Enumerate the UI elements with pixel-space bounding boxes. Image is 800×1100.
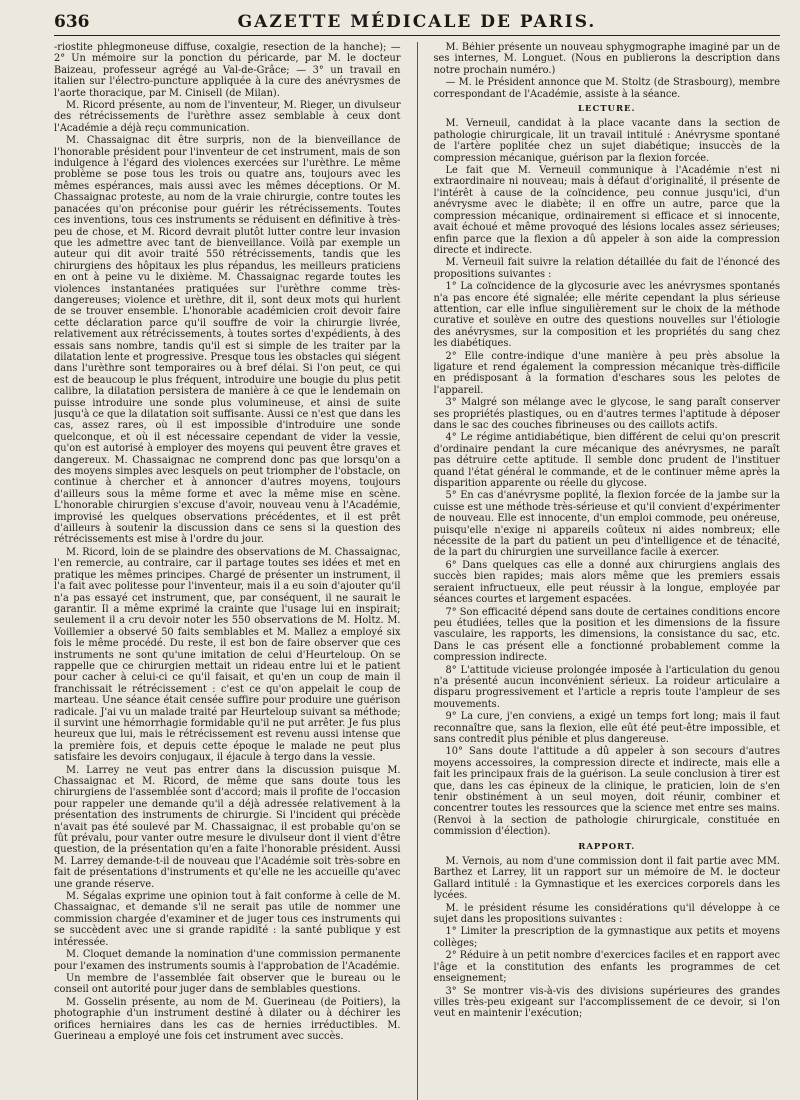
paragraph: 3° Se montrer vis-à-vis des divisions supérieures des grandes villes très-peu exigeant sur l'accomplissement de ce devoir, si l'on veut en maintenir l'exécution; (433, 985, 780, 1020)
paragraph: 5° En cas d'anévrysme poplité, la flexion forcée de la jambe sur la cuisse est une méthode très-sérieuse et qu'il convient d'expérimenter de nouveau. Elle est innocente, d'un emploi commode, peu onéreuse, puisqu'elle n'exige ni appareils coûteux ni aides nombreux; elle nécessite de la part du patient un peu d'intelligence et de ténacité, de la part du chirurgien une surveillance facile à exercer. (433, 490, 780, 559)
rapport-section (434, 856, 781, 1020)
text-columns (54, 42, 780, 1100)
right-column (434, 42, 781, 1100)
column-divider (417, 42, 418, 1100)
paragraph: 4° Le régime antidiabétique, bien différent de celui qu'on prescrit d'ordinaire pendant la cure mécanique des anévrysmes, ne paraît pas détruire cette aptitude. Il semble donc prudent de l'instituer quand l'état général le commande, et de le continuer même après la disparition apparente ou réelle du glycose. (433, 432, 780, 490)
paragraph: M. Chassaignac dit être surpris, non de la bienveillance de l'honorable président pour l'inventeur de cet instrument, mais de son indulgence à l'égard des violences exercées sur l'urèthre. Le même problème se pose tous les trois ou quatre ans, toujours avec les mêmes espérances, mais aussi avec les mêmes déceptions. Or M. Chassaignac proteste, au nom de la vraie chirurgie, contre toutes les panacées qu'on préconise pour guérir les rétrécissements. Toutes ces inventions, tous ces instruments se réduisent en définitive à très-peu de chose, et M. Ricord devrait plutôt lutter contre leur invasion que les admettre avec tant de bienveillance. Voilà par exemple un auteur qui dit avoir traité 550 rétrécissements, tandis que les chirurgiens des hôpitaux les plus répandus, les meilleurs praticiens en ont à peine vu le dixième. M. Chassaignac regarde toutes les violences instantanées pratiquées sur l'urèthre comme très-dangereuses; violence et urèthre, dit il, sont deux mots qui hurlent de se trouver ensemble. L'honorable académicien croit devoir faire cette déclaration parce qu'il souffre de voir la chirurgie livrée, relativement aux rétrécissements, à toutes sortes d'expédients, à des essais sans nombre, tandis qu'il est si simple de les traiter par la dilatation lente et progressive. Presque tous les obstacles qui siégent dans l'urèthre sont temporaires ou à bref délai. Si l'on peut, ce qui est de beaucoup le plus fréquent, introduire une bougie du plus petit calibre, la dilatation persistera de manière à ce que le lendemain on puisse introduire une sonde plus volumineuse, et ainsi de suite jusqu'à ce que la dilatation soit suffisante. Aussi ce n'est que dans les cas, assez rares, où il est impossible d'introduire une sonde quelconque, et où il est nécessaire cependant de vider la vessie, qu'on est autorisé à employer des moyens qui peuvent être graves et dangereux. M. Chassaignac ne comprend donc pas que lorsqu'on a des moyens simples avec lesquels on peut triompher de l'obstacle, on continue à chercher et à annoncer d'autres moyens, toujours d'ailleurs sous la même forme et avec la même mise en scène. L'honorable chirurgien s'excuse d'avoir, nouveau venu à l'Académie, improvisé les quelques observations précédentes, et il est prêt d'ailleurs à soutenir la discussion dans ce sens si la question des rétrécissements est mise à l'ordre du jour. (54, 135, 401, 546)
paragraph: Le fait que M. Verneuil communique à l'Académie n'est ni extraordinaire ni nouveau; mais à défaut d'originalité, il présente de l'intérêt à cause de la coïncidence, peu connue jusqu'ici, d'un anévrysme avec le diabète; il en offre un autre, parce que la compression mécanique, ordinairement si efficace et si innocente, avait échoué et même provoqué des lésions locales assez sérieuses; enfin parce que la flexion a dû appeler à son aide la compression directe et indirecte. (433, 165, 780, 256)
paragraph: M. Gosselin présente, au nom de M. Guerineau (de Poitiers), la photographie d'un instrument destiné à dilater ou à déchirer les orifices herniaires dans les cas de hernies irréductibles. M. Guerineau a employé une fois cet instrument avec succès. (54, 996, 401, 1042)
left-column (54, 42, 401, 1100)
journal-title: GAZETTE MÉDICALE DE PARIS. (237, 12, 597, 32)
paragraph: M. Ségalas exprime une opinion tout à fait conforme à celle de M. Chassaignac, et demande s'il ne serait pas utile de nommer une commission chargée d'examiner et de juger tous ces instruments qui se succèdent avec une si grande rapidité : la santé publique y est intéressée. (54, 891, 401, 948)
paragraph: M. Verneuil fait suivre la relation détaillée du fait de l'énoncé des propositions suivantes : (433, 257, 780, 280)
announcements (434, 42, 781, 100)
paragraph: Un membre de l'assemblée fait observer que le bureau ou le conseil ont autorité pour juger dans de semblables questions. (54, 972, 401, 996)
paragraph: -riostite phlegmoneuse diffuse, coxalgie, resection de la hanche); — 2° Un mémoire sur la ponction du péricarde, par M. le docteur Baizeau, professeur agrégé au Val-de-Grâce; — 3° un travail en italien sur l'électro-puncture appliquée à la cure des anévrysmes de l'aorte thoracique, par M. Cinisell (de Milan). (54, 42, 401, 99)
page-number: 636 (54, 12, 90, 32)
paragraph: M. Ricord présente, au nom de l'inventeur, M. Rieger, un divulseur des rétrécissements de l'urèthre assez semblable à ceux dont l'Académie a déjà reçu communication. (54, 100, 401, 134)
section-heading-lecture: LECTURE. (578, 104, 636, 115)
paragraph: M. Verneuil, candidat à la place vacante dans la section de pathologie chirurgicale, lit un travail intitulé : Anévrysme spontané de l'artère poplitée chez un sujet diabétique; insuccès de la compression mécanique, guérison par la flexion forcée. (433, 118, 780, 164)
paragraph: 1° Limiter la prescription de la gymnastique aux petits et moyens collèges; (433, 926, 780, 949)
paragraph: 9° La cure, j'en conviens, a exigé un temps fort long; mais il faut reconnaître que, sans la flexion, elle eût été peut-être impossible, et sans contredit plus pénible et plus dangereuse. (433, 711, 780, 745)
paragraph: M. Cloquet demande la nomination d'une commission permanente pour l'examen des instruments soumis à l'approbation de l'Académie. (54, 949, 401, 972)
paragraph: 1° La coïncidence de la glycosurie avec les anévrysmes spontanés n'a pas encore été signalée; elle mérite cependant la plus sérieuse attention, car elle influe singulièrement sur le choix de la méthode curative et soulève en outre des questions nouvelles sur l'étiologie des anévrysmes, sur la composition et les propriétés du sang chez les diabétiques. (433, 281, 780, 350)
paragraph: 6° Dans quelques cas elle a donné aux chirurgiens anglais des succès bien rapides; mais alors même que les premiers essais seraient infructueux, elle peut réussir à la longue, employée par séances courtes et largement espacées. (433, 559, 780, 606)
paragraph: M. Vernois, au nom d'une commission dont il fait partie avec MM. Barthez et Larrey, lit un rapport sur un mémoire de M. le docteur Gallard intitulé : la Gymnastique et les exercices corporels dans les lycées. (433, 856, 780, 902)
paragraph: M. Ricord, loin de se plaindre des observations de M. Chassaignac, l'en remercie, au contraire, car il partage toutes ses idées et met en pratique les mêmes principes. Chargé de présenter un instrument, il l'a fait avec politesse pour l'inventeur, mais il a eu soin d'ajouter qu'il n'a pas essayé cet instrument, que, par conséquent, il ne saurait le garantir. Il a même exprimé la crainte que l'usage lui en inspirait; seulement il a cru devoir noter les 550 observations de M. Holtz. M. Voillemier a observé 50 faits semblables et M. Mallez a employé six fois le même procédé. Du reste, il est bon de faire observer que ces instruments ne sont qu'une imitation de celui d'Heurteloup. On se rappelle que ce chirurgien mettait un rideau entre lui et le patient pour cacher à celui-ci ce qu'il faisait, et qu'en un coup de main il franchissait le rétrécissement : c'est ce qu'on appelait le coup de marteau. Une séance était censée suffire pour produire une guérison radicale. J'ai vu un malade traité par Heurteloup suivant sa méthode; il survint une hémorrhagie formidable qu'il ne put arrêter. Je fus plus heureux que lui, mais le rétrécissement est revenu aussi intense que la première fois, et depuis cette époque le malade ne peut plus satisfaire les devoirs conjugaux, il éjacule à tergo dans la vessie. (54, 546, 401, 764)
paragraph: M. Béhier présente un nouveau sphygmographe imaginé par un de ses internes, M. Longuet. (Nous en publierons la description dans notre prochain numéro.) (433, 42, 780, 76)
paragraph: M. Larrey ne veut pas entrer dans la discussion puisque M. Chassaignac et M. Ricord, de même que sans doute tous les chirurgiens de l'assemblée sont d'accord; mais il profite de l'occasion pour rappeler une demande qu'il a déjà adressée relativement à la présentation des instruments de chirurgie. Si l'incident qui précède n'avait pas été soulevé par M. Chassaignac, il est probable qu'on se fût prévalu, pour vanter outre mesure le divulseur dont il vient d'être question, de la présentation qu'en a faite l'honorable président. Aussi M. Larrey demande-t-il de nouveau que l'Académie soit très-sobre en fait de présentations d'instruments et qu'elle ne les accueille qu'avec une grande réserve. (54, 764, 401, 890)
lecture-section (434, 118, 781, 837)
paragraph: M. le président résume les considérations qu'il développe à ce sujet dans les propositions suivantes : (433, 902, 780, 926)
page-header (54, 12, 780, 36)
paragraph: 8° L'attitude vicieuse prolongée imposée à l'articulation du genou n'a présenté aucun inconvénient sérieux. La roideur articulaire a disparu progressivement et l'article a repris toute l'ampleur de ses mouvements. (433, 664, 780, 710)
paragraph: 7° Son efficacité dépend sans doute de certaines conditions encore peu étudiées, telles que la position et les dimensions de la fissure vasculaire, les rapports, les dimensions, la consistance du sac, etc. Dans le cas présent elle a fonctionné probablement comme la compression indirecte. (433, 606, 780, 664)
paragraph: 2° Réduire à un petit nombre d'exercices faciles et en rapport avec l'âge et la constitution des enfants les programmes de cet enseignement; (433, 950, 780, 985)
paragraph: 10° Sans doute l'attitude a dû appeler à son secours d'autres moyens accessoires, la compression directe et indirecte, mais elle a fait les principaux frais de la guérison. La seule conclusion à tirer est que, dans les cas épineux de la clinique, le praticien, loin de s'en tenir obstinément à un seul moyen, doit réunir, combiner et concentrer toutes les ressources que la science met entre ses mains. (Renvoi à la section de pathologie chirurgicale, constituée en commission d'élection). (433, 746, 780, 838)
paragraph: 3° Malgré son mélange avec le glycose, le sang paraît conserver ses propriétés plastiques, ou en d'autres termes l'aptitude à déposer dans le sac des couches fibrineuses ou des caillots actifs. (433, 397, 780, 431)
paragraph: 2° Elle contre-indique d'une manière à peu près absolue la ligature et rend également la compression mécanique très-difficile en prédisposant à la formation d'eschares sous les pelotes de l'appareil. (433, 350, 780, 396)
paragraph: — M. le Président annonce que M. Stoltz (de Strasbourg), membre correspondant de l'Académie, assiste à la séance. (433, 77, 780, 100)
section-heading-rapport: RAPPORT. (578, 841, 636, 852)
